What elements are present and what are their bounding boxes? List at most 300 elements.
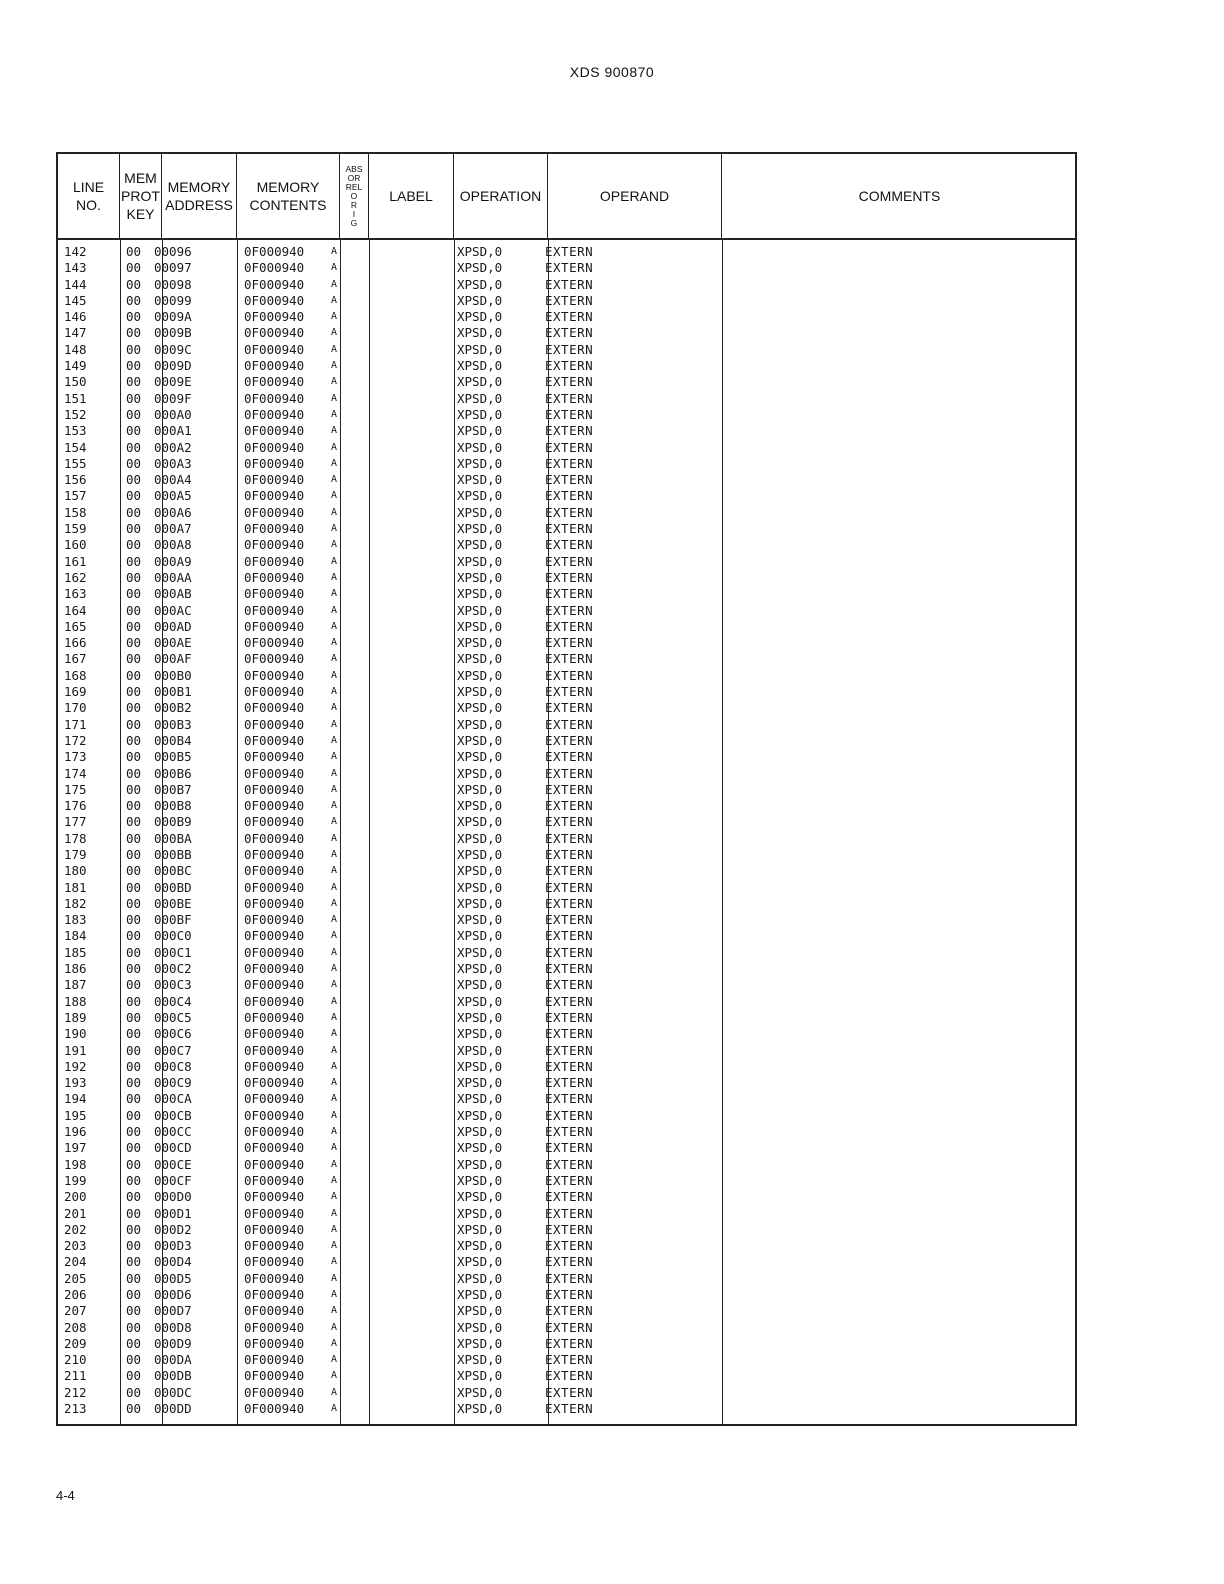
line-no-cell: 201: [64, 1205, 87, 1221]
prot-key-cell: 00: [126, 830, 142, 846]
memory-address-cell: 000BD: [154, 879, 192, 895]
prot-key-cell: 00: [126, 358, 142, 374]
memory-address-cell: 000D7: [154, 1303, 192, 1319]
operand-cell: EXTERN: [545, 977, 594, 993]
operand-cell: EXTERN: [545, 537, 594, 553]
memory-contents-cell: 0F000940: [244, 569, 305, 585]
prot-key-cell: 00: [126, 765, 142, 781]
table-row: [58, 635, 1075, 651]
memory-contents-cell: 0F000940: [244, 341, 305, 357]
operand-cell: EXTERN: [545, 830, 594, 846]
memory-address-cell: 000C0: [154, 928, 192, 944]
table-row: [58, 244, 1075, 260]
memory-address-cell: 000A5: [154, 488, 192, 504]
operation-cell: XPSD,0: [457, 390, 503, 406]
line-no-cell: 177: [64, 814, 87, 830]
table-row: [58, 668, 1075, 684]
operand-cell: EXTERN: [545, 879, 594, 895]
operand-cell: EXTERN: [545, 1042, 594, 1058]
memory-address-cell: 000B8: [154, 798, 192, 814]
table-row: [58, 260, 1075, 276]
memory-address-cell: 000CB: [154, 1107, 192, 1123]
table-row: [58, 391, 1075, 407]
prot-key-cell: 00: [126, 846, 142, 862]
line-no-cell: 178: [64, 830, 87, 846]
operand-cell: EXTERN: [545, 260, 594, 276]
prot-key-cell: 00: [126, 569, 142, 585]
line-no-cell: 192: [64, 1058, 87, 1074]
operation-cell: XPSD,0: [457, 358, 503, 374]
prot-key-cell: 00: [126, 341, 142, 357]
abs-orig-cell: A: [331, 1305, 338, 1317]
operation-cell: XPSD,0: [457, 488, 503, 504]
line-no-cell: 193: [64, 1075, 87, 1091]
memory-address-cell: 000D9: [154, 1335, 192, 1351]
memory-address-cell: 000A7: [154, 521, 192, 537]
abs-orig-cell: A: [331, 816, 338, 828]
line-no-cell: 168: [64, 667, 87, 683]
table-row: [58, 1091, 1075, 1107]
prot-key-cell: 00: [126, 1254, 142, 1270]
memory-address-cell: 000D2: [154, 1221, 192, 1237]
prot-key-cell: 00: [126, 504, 142, 520]
memory-address-cell: 000A8: [154, 537, 192, 553]
line-no-cell: 209: [64, 1335, 87, 1351]
memory-address-cell: 000AC: [154, 602, 192, 618]
line-no-cell: 195: [64, 1107, 87, 1123]
memory-contents-cell: 0F000940: [244, 716, 305, 732]
memory-contents-cell: 0F000940: [244, 1254, 305, 1270]
prot-key-cell: 00: [126, 1075, 142, 1091]
memory-address-cell: 000D3: [154, 1238, 192, 1254]
abs-orig-cell: A: [331, 865, 338, 877]
table-row: [58, 847, 1075, 863]
memory-address-cell: 0009C: [154, 341, 192, 357]
abs-orig-cell: A: [331, 457, 338, 469]
memory-address-cell: 000C1: [154, 944, 192, 960]
prot-key-cell: 00: [126, 292, 142, 308]
memory-contents-cell: 0F000940: [244, 390, 305, 406]
memory-address-cell: 000BE: [154, 895, 192, 911]
operand-cell: EXTERN: [545, 423, 594, 439]
memory-address-cell: 000C9: [154, 1075, 192, 1091]
operation-cell: XPSD,0: [457, 1140, 503, 1156]
line-no-cell: 211: [64, 1368, 87, 1384]
abs-orig-cell: A: [331, 246, 338, 257]
operation-cell: XPSD,0: [457, 1156, 503, 1172]
line-no-cell: 191: [64, 1042, 87, 1058]
prot-key-cell: 00: [126, 488, 142, 504]
memory-contents-cell: 0F000940: [244, 846, 305, 862]
prot-key-cell: 00: [126, 944, 142, 960]
operation-cell: XPSD,0: [457, 341, 503, 357]
line-no-cell: 155: [64, 455, 87, 471]
memory-contents-cell: 0F000940: [244, 276, 305, 292]
prot-key-cell: 00: [126, 618, 142, 634]
prot-key-cell: 00: [126, 1140, 142, 1156]
table-row: [58, 1140, 1075, 1156]
operation-cell: XPSD,0: [457, 781, 503, 797]
abs-orig-cell: A: [331, 294, 338, 306]
table-row: [58, 1108, 1075, 1124]
operation-cell: XPSD,0: [457, 1026, 503, 1042]
abs-orig-cell: A: [331, 1191, 338, 1203]
operation-cell: XPSD,0: [457, 569, 503, 585]
line-no-cell: 206: [64, 1287, 87, 1302]
memory-contents-cell: 0F000940: [244, 1401, 305, 1417]
memory-contents-cell: 0F000940: [244, 1156, 305, 1172]
operation-cell: XPSD,0: [457, 700, 503, 716]
prot-key-cell: 00: [126, 1172, 142, 1188]
operand-cell: EXTERN: [545, 635, 594, 651]
memory-contents-cell: 0F000940: [244, 1075, 305, 1091]
prot-key-cell: 00: [126, 814, 142, 830]
prot-key-cell: 00: [126, 912, 142, 928]
table-row: [58, 554, 1075, 570]
line-no-cell: 148: [64, 341, 87, 357]
operation-cell: XPSD,0: [457, 716, 503, 732]
abs-orig-cell: A: [331, 946, 338, 958]
table-row: [58, 1352, 1075, 1368]
memory-contents-cell: 0F000940: [244, 586, 305, 602]
table-row: [58, 1254, 1075, 1270]
memory-contents-cell: 0F000940: [244, 1319, 305, 1335]
memory-address-cell: 000CD: [154, 1140, 192, 1156]
abs-orig-cell: A: [331, 262, 338, 274]
line-no-cell: 200: [64, 1189, 87, 1205]
prot-key-cell: 00: [126, 1401, 142, 1417]
memory-address-cell: 00097: [154, 260, 192, 276]
table-row: [58, 1336, 1075, 1352]
operand-cell: EXTERN: [545, 1254, 594, 1270]
operand-cell: EXTERN: [545, 1335, 594, 1351]
table-row: [58, 798, 1075, 814]
prot-key-cell: 00: [126, 244, 142, 259]
operand-cell: EXTERN: [545, 1156, 594, 1172]
prot-key-cell: 00: [126, 325, 142, 341]
abs-orig-cell: A: [331, 1354, 338, 1366]
prot-key-cell: 00: [126, 781, 142, 797]
memory-contents-cell: 0F000940: [244, 944, 305, 960]
prot-key-cell: 00: [126, 374, 142, 390]
operand-cell: EXTERN: [545, 618, 594, 634]
prot-key-cell: 00: [126, 863, 142, 879]
line-no-cell: 142: [64, 244, 87, 259]
memory-address-cell: 000B0: [154, 667, 192, 683]
memory-contents-cell: 0F000940: [244, 977, 305, 993]
operation-cell: XPSD,0: [457, 325, 503, 341]
memory-address-cell: 000AB: [154, 586, 192, 602]
prot-key-cell: 00: [126, 1107, 142, 1123]
memory-contents-cell: 0F000940: [244, 1205, 305, 1221]
table-row: [58, 325, 1075, 341]
operand-cell: EXTERN: [545, 1384, 594, 1400]
operand-cell: EXTERN: [545, 292, 594, 308]
abs-orig-cell: A: [331, 571, 338, 583]
memory-address-cell: 000C3: [154, 977, 192, 993]
table-row: [58, 651, 1075, 667]
abs-orig-cell: A: [331, 734, 338, 746]
prot-key-cell: 00: [126, 455, 142, 471]
prot-key-cell: 00: [126, 993, 142, 1009]
prot-key-cell: 00: [126, 667, 142, 683]
line-no-cell: 162: [64, 569, 87, 585]
document-number: XDS 900870: [569, 64, 655, 80]
memory-contents-cell: 0F000940: [244, 1335, 305, 1351]
prot-key-cell: 00: [126, 586, 142, 602]
memory-address-cell: 000C6: [154, 1026, 192, 1042]
memory-contents-cell: 0F000940: [244, 618, 305, 634]
memory-contents-cell: 0F000940: [244, 1140, 305, 1156]
memory-address-cell: 000AA: [154, 569, 192, 585]
operation-cell: XPSD,0: [457, 1075, 503, 1091]
prot-key-cell: 00: [126, 895, 142, 911]
memory-contents-cell: 0F000940: [244, 700, 305, 716]
operation-cell: XPSD,0: [457, 1042, 503, 1058]
abs-orig-cell: A: [331, 1093, 338, 1105]
line-no-cell: 212: [64, 1384, 87, 1400]
operand-cell: EXTERN: [545, 602, 594, 618]
memory-address-cell: 000B7: [154, 781, 192, 797]
prot-key-cell: 00: [126, 635, 142, 651]
line-no-cell: 166: [64, 635, 87, 651]
abs-orig-cell: A: [331, 1207, 338, 1219]
line-no-cell: 170: [64, 700, 87, 716]
operand-cell: EXTERN: [545, 439, 594, 455]
prot-key-cell: 00: [126, 716, 142, 732]
abs-orig-cell: A: [331, 408, 338, 420]
table-row: [58, 570, 1075, 586]
line-no-cell: 151: [64, 390, 87, 406]
abs-orig-cell: A: [331, 930, 338, 942]
abs-orig-cell: A: [331, 1158, 338, 1170]
operand-cell: EXTERN: [545, 1238, 594, 1254]
abs-orig-cell: A: [331, 506, 338, 518]
abs-orig-cell: A: [331, 979, 338, 991]
table-row: [58, 1222, 1075, 1238]
memory-address-cell: 000B1: [154, 684, 192, 700]
prot-key-cell: 00: [126, 390, 142, 406]
memory-contents-cell: 0F000940: [244, 1042, 305, 1058]
table-row: [58, 374, 1075, 390]
memory-address-cell: 000C4: [154, 993, 192, 1009]
operand-cell: EXTERN: [545, 846, 594, 862]
memory-address-cell: 000DB: [154, 1368, 192, 1384]
abs-orig-cell: A: [331, 360, 338, 372]
abs-orig-cell: A: [331, 1386, 338, 1398]
abs-orig-cell: A: [331, 539, 338, 551]
abs-orig-cell: A: [331, 881, 338, 893]
table-row: [58, 1075, 1075, 1091]
operation-cell: XPSD,0: [457, 537, 503, 553]
operand-cell: EXTERN: [545, 309, 594, 325]
operand-cell: EXTERN: [545, 863, 594, 879]
memory-contents-cell: 0F000940: [244, 798, 305, 814]
table-row: [58, 1303, 1075, 1319]
line-no-cell: 143: [64, 260, 87, 276]
table-row: [58, 505, 1075, 521]
prot-key-cell: 00: [126, 684, 142, 700]
prot-key-cell: 00: [126, 602, 142, 618]
table-row: [58, 717, 1075, 733]
table-row: [58, 619, 1075, 635]
abs-orig-cell: A: [331, 1321, 338, 1333]
prot-key-cell: 00: [126, 1335, 142, 1351]
operation-cell: XPSD,0: [457, 504, 503, 520]
operand-cell: EXTERN: [545, 732, 594, 748]
memory-address-cell: 000CC: [154, 1124, 192, 1140]
abs-orig-cell: A: [331, 490, 338, 502]
operand-cell: EXTERN: [545, 781, 594, 797]
operation-cell: XPSD,0: [457, 830, 503, 846]
memory-address-cell: 000A6: [154, 504, 192, 520]
header-memory-contents: MEMORY CONTENTS: [237, 154, 340, 238]
memory-contents-cell: 0F000940: [244, 749, 305, 765]
abs-orig-cell: A: [331, 1272, 338, 1284]
memory-contents-cell: 0F000940: [244, 1189, 305, 1205]
memory-address-cell: 000A3: [154, 455, 192, 471]
memory-address-cell: 000AF: [154, 651, 192, 667]
abs-orig-cell: A: [331, 425, 338, 437]
memory-address-cell: 000C7: [154, 1042, 192, 1058]
memory-address-cell: 0009A: [154, 309, 192, 325]
abs-orig-cell: A: [331, 311, 338, 323]
prot-key-cell: 00: [126, 732, 142, 748]
line-no-cell: 205: [64, 1270, 87, 1286]
operation-cell: XPSD,0: [457, 455, 503, 471]
memory-contents-cell: 0F000940: [244, 863, 305, 879]
prot-key-cell: 00: [126, 749, 142, 765]
memory-address-cell: 000DA: [154, 1352, 192, 1368]
operation-cell: XPSD,0: [457, 602, 503, 618]
line-no-cell: 146: [64, 309, 87, 325]
operation-cell: XPSD,0: [457, 1009, 503, 1025]
operand-cell: EXTERN: [545, 1124, 594, 1140]
operand-cell: EXTERN: [545, 244, 594, 259]
line-no-cell: 175: [64, 781, 87, 797]
table-header: [58, 154, 1075, 240]
operation-cell: XPSD,0: [457, 895, 503, 911]
operand-cell: EXTERN: [545, 455, 594, 471]
line-no-cell: 181: [64, 879, 87, 895]
abs-orig-cell: A: [331, 1256, 338, 1268]
memory-address-cell: 000B5: [154, 749, 192, 765]
header-line-no: LINE NO.: [58, 154, 120, 238]
line-no-cell: 165: [64, 618, 87, 634]
line-no-cell: 164: [64, 602, 87, 618]
operand-cell: EXTERN: [545, 765, 594, 781]
operand-cell: EXTERN: [545, 1303, 594, 1319]
abs-orig-cell: A: [331, 848, 338, 860]
table-row: [58, 896, 1075, 912]
operation-cell: XPSD,0: [457, 1319, 503, 1335]
operand-cell: EXTERN: [545, 1368, 594, 1384]
memory-contents-cell: 0F000940: [244, 406, 305, 422]
line-no-cell: 172: [64, 732, 87, 748]
line-no-cell: 145: [64, 292, 87, 308]
prot-key-cell: 00: [126, 1238, 142, 1254]
abs-orig-cell: A: [331, 1223, 338, 1235]
table-row: [58, 1043, 1075, 1059]
memory-contents-cell: 0F000940: [244, 504, 305, 520]
operation-cell: XPSD,0: [457, 651, 503, 667]
memory-contents-cell: 0F000940: [244, 309, 305, 325]
operation-cell: XPSD,0: [457, 1189, 503, 1205]
header-operand: OPERAND: [548, 154, 722, 238]
operand-cell: EXTERN: [545, 276, 594, 292]
operand-cell: EXTERN: [545, 488, 594, 504]
header-mem-prot-key: MEM PROT KEY: [120, 154, 162, 238]
memory-contents-cell: 0F000940: [244, 961, 305, 977]
table-row: [58, 733, 1075, 749]
header-comments: COMMENTS: [858, 188, 941, 204]
table-row: [58, 309, 1075, 325]
operation-cell: XPSD,0: [457, 993, 503, 1009]
abs-orig-cell: A: [331, 327, 338, 339]
operand-cell: EXTERN: [545, 1058, 594, 1074]
prot-key-cell: 00: [126, 1091, 142, 1107]
operation-cell: XPSD,0: [457, 798, 503, 814]
abs-orig-cell: A: [331, 1011, 338, 1023]
table-row: [58, 423, 1075, 439]
abs-orig-cell: A: [331, 620, 338, 632]
memory-address-cell: 000D0: [154, 1189, 192, 1205]
operand-cell: EXTERN: [545, 993, 594, 1009]
line-no-cell: 182: [64, 895, 87, 911]
operand-cell: EXTERN: [545, 586, 594, 602]
prot-key-cell: 00: [126, 651, 142, 667]
header-label: LABEL: [369, 154, 454, 238]
operation-cell: XPSD,0: [457, 423, 503, 439]
operand-cell: EXTERN: [545, 716, 594, 732]
abs-orig-cell: A: [331, 1060, 338, 1072]
memory-contents-cell: 0F000940: [244, 1107, 305, 1123]
operation-cell: XPSD,0: [457, 1303, 503, 1319]
operation-cell: XPSD,0: [457, 1124, 503, 1140]
table-row: [58, 1010, 1075, 1026]
table-row: [58, 1401, 1075, 1417]
prot-key-cell: 00: [126, 961, 142, 977]
prot-key-cell: 00: [126, 798, 142, 814]
memory-address-cell: 000CA: [154, 1091, 192, 1107]
line-no-cell: 174: [64, 765, 87, 781]
prot-key-cell: 00: [126, 1287, 142, 1302]
memory-contents-cell: 0F000940: [244, 765, 305, 781]
memory-contents-cell: 0F000940: [244, 1352, 305, 1368]
abs-orig-cell: A: [331, 800, 338, 812]
line-no-cell: 180: [64, 863, 87, 879]
table-row: [58, 1238, 1075, 1254]
operation-cell: XPSD,0: [457, 1238, 503, 1254]
memory-contents-cell: 0F000940: [244, 1172, 305, 1188]
memory-contents-cell: 0F000940: [244, 667, 305, 683]
table-row: [58, 440, 1075, 456]
memory-contents-cell: 0F000940: [244, 1026, 305, 1042]
prot-key-cell: 00: [126, 1303, 142, 1319]
prot-key-cell: 00: [126, 553, 142, 569]
memory-address-cell: 000A2: [154, 439, 192, 455]
prot-key-cell: 00: [126, 1384, 142, 1400]
coding-sheet-table: [56, 152, 1077, 1426]
memory-contents-cell: 0F000940: [244, 439, 305, 455]
abs-orig-cell: A: [331, 555, 338, 567]
operand-cell: EXTERN: [545, 1075, 594, 1091]
memory-address-cell: 000BB: [154, 846, 192, 862]
prot-key-cell: 00: [126, 1026, 142, 1042]
prot-key-cell: 00: [126, 439, 142, 455]
line-no-cell: 204: [64, 1254, 87, 1270]
operand-cell: EXTERN: [545, 667, 594, 683]
